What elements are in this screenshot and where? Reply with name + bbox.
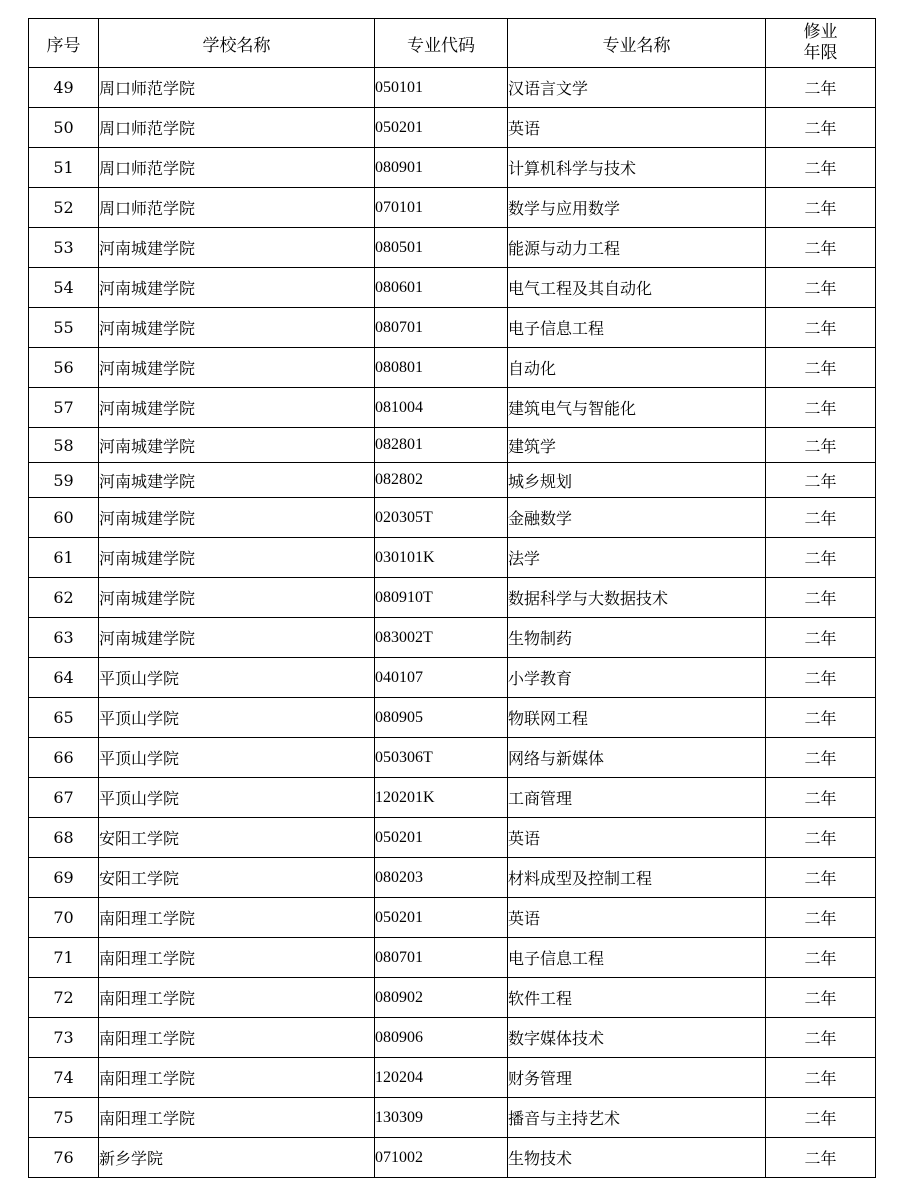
cell-school: 南阳理工学院 [99,898,375,938]
cell-duration: 二年 [766,1098,876,1138]
cell-major: 金融数学 [508,498,766,538]
cell-school: 周口师范学院 [99,68,375,108]
cell-duration: 二年 [766,348,876,388]
cell-major: 生物制药 [508,618,766,658]
table-row [29,148,876,188]
cell-major: 物联网工程 [508,698,766,738]
cell-duration: 二年 [766,1018,876,1058]
cell-duration: 二年 [766,858,876,898]
cell-no: 70 [29,898,99,938]
table-row [29,1058,876,1098]
cell-no: 62 [29,578,99,618]
cell-major: 英语 [508,108,766,148]
cell-code: 030101K [375,538,508,578]
cell-no: 52 [29,188,99,228]
cell-school: 南阳理工学院 [99,938,375,978]
cell-no: 54 [29,268,99,308]
cell-major: 软件工程 [508,978,766,1018]
table-row [29,308,876,348]
cell-duration: 二年 [766,938,876,978]
cell-no: 56 [29,348,99,388]
cell-no: 49 [29,68,99,108]
cell-duration: 二年 [766,898,876,938]
cell-no: 58 [29,428,99,463]
cell-no: 72 [29,978,99,1018]
cell-duration: 二年 [766,463,876,498]
table-row [29,898,876,938]
cell-major: 生物技术 [508,1138,766,1178]
cell-school: 河南城建学院 [99,388,375,428]
cell-major: 工商管理 [508,778,766,818]
cell-major: 汉语言文学 [508,68,766,108]
cell-major: 播音与主持艺术 [508,1098,766,1138]
cell-duration: 二年 [766,538,876,578]
table-row [29,658,876,698]
cell-no: 50 [29,108,99,148]
cell-school: 南阳理工学院 [99,978,375,1018]
cell-duration: 二年 [766,1058,876,1098]
cell-code: 080701 [375,308,508,348]
cell-duration: 二年 [766,618,876,658]
table-row [29,228,876,268]
majors-table [28,18,876,1178]
cell-code: 080801 [375,348,508,388]
cell-code: 080910T [375,578,508,618]
cell-major: 财务管理 [508,1058,766,1098]
cell-duration: 二年 [766,698,876,738]
cell-no: 75 [29,1098,99,1138]
table-header [29,19,876,68]
cell-no: 55 [29,308,99,348]
cell-code: 081004 [375,388,508,428]
header-major: 专业名称 [508,19,766,68]
table-row [29,938,876,978]
cell-major: 城乡规划 [508,463,766,498]
cell-school: 南阳理工学院 [99,1058,375,1098]
cell-code: 082802 [375,463,508,498]
cell-major: 英语 [508,818,766,858]
cell-school: 平顶山学院 [99,738,375,778]
cell-code: 071002 [375,1138,508,1178]
table-row [29,1138,876,1178]
cell-duration: 二年 [766,228,876,268]
cell-school: 河南城建学院 [99,228,375,268]
cell-no: 61 [29,538,99,578]
table-row [29,188,876,228]
cell-duration: 二年 [766,778,876,818]
cell-no: 76 [29,1138,99,1178]
cell-major: 网络与新媒体 [508,738,766,778]
cell-school: 安阳工学院 [99,818,375,858]
cell-no: 65 [29,698,99,738]
cell-code: 050101 [375,68,508,108]
cell-no: 71 [29,938,99,978]
cell-school: 南阳理工学院 [99,1018,375,1058]
cell-duration: 二年 [766,108,876,148]
header-duration [766,19,876,68]
cell-major: 电气工程及其自动化 [508,268,766,308]
table-row [29,498,876,538]
cell-no: 60 [29,498,99,538]
cell-school: 河南城建学院 [99,308,375,348]
cell-code: 050201 [375,898,508,938]
table-row [29,348,876,388]
cell-code: 080905 [375,698,508,738]
header-duration-line1: 修业 [803,22,838,42]
cell-no: 69 [29,858,99,898]
cell-no: 73 [29,1018,99,1058]
cell-duration: 二年 [766,658,876,698]
cell-major: 数字媒体技术 [508,1018,766,1058]
cell-major: 数据科学与大数据技术 [508,578,766,618]
cell-duration: 二年 [766,148,876,188]
cell-no: 63 [29,618,99,658]
cell-school: 周口师范学院 [99,188,375,228]
cell-school: 南阳理工学院 [99,1098,375,1138]
cell-code: 070101 [375,188,508,228]
cell-no: 51 [29,148,99,188]
cell-school: 河南城建学院 [99,618,375,658]
cell-major: 电子信息工程 [508,308,766,348]
header-duration-line2: 年限 [803,43,838,63]
cell-no: 64 [29,658,99,698]
cell-major: 材料成型及控制工程 [508,858,766,898]
cell-school: 河南城建学院 [99,268,375,308]
header-school: 学校名称 [99,19,375,68]
table-row [29,1098,876,1138]
cell-duration: 二年 [766,68,876,108]
cell-duration: 二年 [766,738,876,778]
cell-major: 计算机科学与技术 [508,148,766,188]
cell-major: 建筑学 [508,428,766,463]
cell-major: 建筑电气与智能化 [508,388,766,428]
cell-school: 平顶山学院 [99,658,375,698]
table-row [29,428,876,463]
table-row [29,818,876,858]
cell-school: 周口师范学院 [99,148,375,188]
cell-duration: 二年 [766,388,876,428]
cell-code: 120201K [375,778,508,818]
cell-code: 120204 [375,1058,508,1098]
cell-school: 周口师范学院 [99,108,375,148]
cell-duration: 二年 [766,818,876,858]
cell-code: 080601 [375,268,508,308]
header-no: 序号 [29,19,99,68]
cell-code: 050306T [375,738,508,778]
cell-school: 安阳工学院 [99,858,375,898]
cell-school: 平顶山学院 [99,698,375,738]
cell-code: 083002T [375,618,508,658]
cell-code: 080906 [375,1018,508,1058]
cell-school: 河南城建学院 [99,428,375,463]
cell-duration: 二年 [766,1138,876,1178]
table-body [29,68,876,1178]
cell-code: 130309 [375,1098,508,1138]
cell-code: 050201 [375,108,508,148]
cell-school: 河南城建学院 [99,498,375,538]
cell-no: 53 [29,228,99,268]
cell-school: 河南城建学院 [99,463,375,498]
table-row [29,388,876,428]
cell-major: 英语 [508,898,766,938]
cell-major: 法学 [508,538,766,578]
cell-code: 020305T [375,498,508,538]
cell-no: 67 [29,778,99,818]
cell-code: 050201 [375,818,508,858]
cell-no: 57 [29,388,99,428]
table-row [29,738,876,778]
cell-school: 平顶山学院 [99,778,375,818]
table-row [29,108,876,148]
cell-code: 082801 [375,428,508,463]
cell-school: 新乡学院 [99,1138,375,1178]
cell-no: 59 [29,463,99,498]
header-code: 专业代码 [375,19,508,68]
cell-no: 66 [29,738,99,778]
cell-duration: 二年 [766,268,876,308]
cell-school: 河南城建学院 [99,538,375,578]
header-row [29,19,876,68]
cell-code: 080501 [375,228,508,268]
cell-code: 080901 [375,148,508,188]
table-row [29,698,876,738]
cell-code: 080203 [375,858,508,898]
table-row [29,778,876,818]
cell-major: 电子信息工程 [508,938,766,978]
cell-code: 080701 [375,938,508,978]
cell-major: 能源与动力工程 [508,228,766,268]
table-row [29,1018,876,1058]
cell-no: 68 [29,818,99,858]
cell-major: 自动化 [508,348,766,388]
table-row [29,463,876,498]
table-row [29,858,876,898]
cell-code: 080902 [375,978,508,1018]
table-row [29,618,876,658]
cell-duration: 二年 [766,498,876,538]
table-row [29,68,876,108]
cell-code: 040107 [375,658,508,698]
table-row [29,538,876,578]
table-row [29,578,876,618]
table-row [29,268,876,308]
table-row [29,978,876,1018]
cell-no: 74 [29,1058,99,1098]
cell-duration: 二年 [766,978,876,1018]
cell-duration: 二年 [766,308,876,348]
cell-major: 数学与应用数学 [508,188,766,228]
cell-duration: 二年 [766,188,876,228]
cell-school: 河南城建学院 [99,578,375,618]
cell-duration: 二年 [766,578,876,618]
cell-duration: 二年 [766,428,876,463]
cell-major: 小学教育 [508,658,766,698]
cell-school: 河南城建学院 [99,348,375,388]
